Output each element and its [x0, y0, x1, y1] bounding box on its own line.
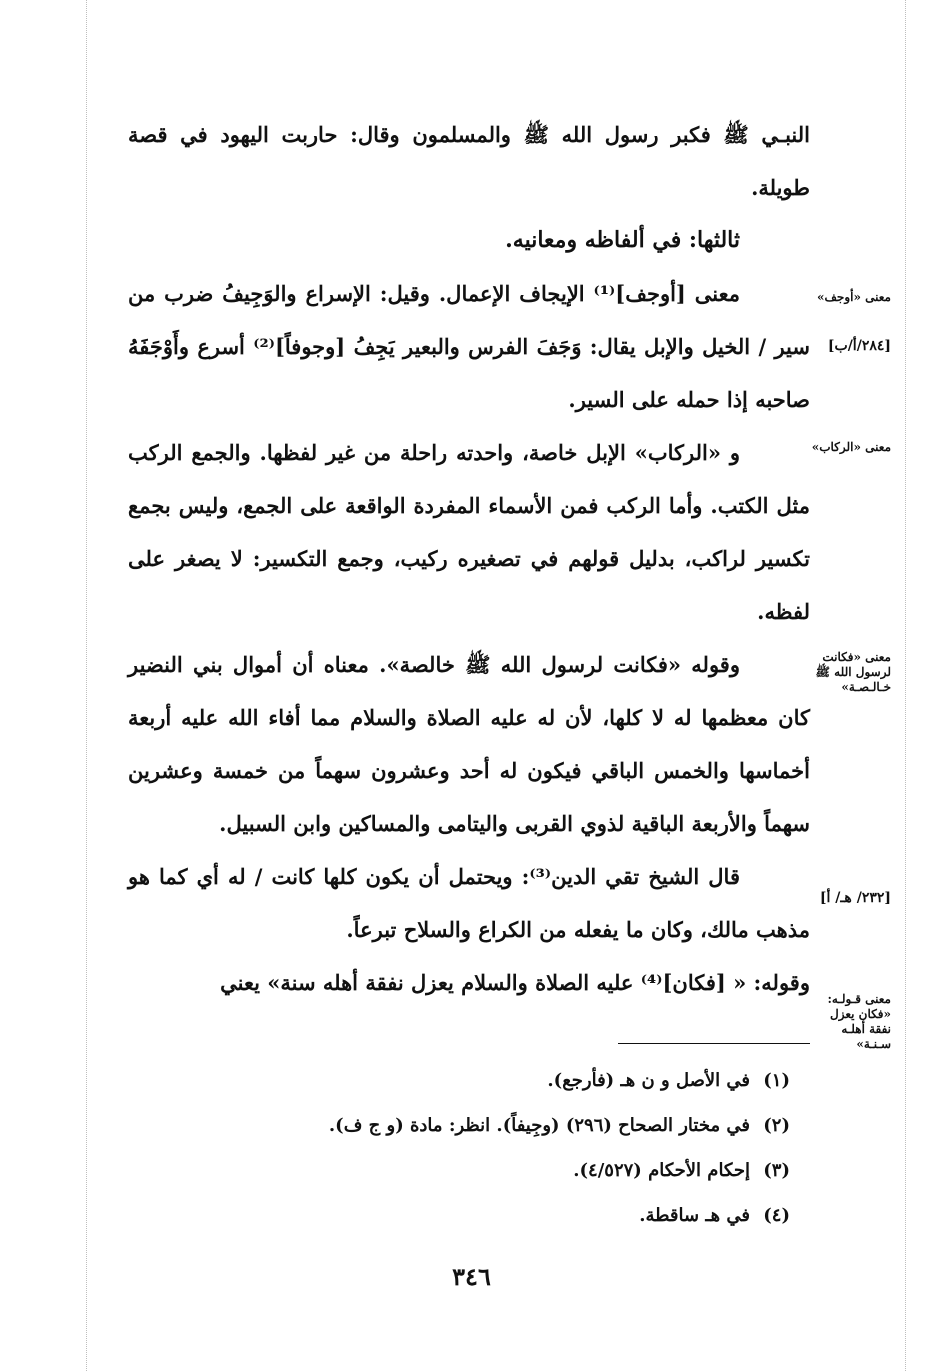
scan-guide-left [86, 0, 87, 1371]
margin-note-awjaf: معنى «أوجف» [817, 290, 891, 304]
footnote-text: إحكام الأحكام (٤/٥٢٧). [573, 1160, 750, 1181]
footnote-1 [128, 1058, 810, 1103]
manuscript-ref-284: [٢٨٤/أ/ب] [827, 338, 891, 354]
footnote-separator [618, 1043, 810, 1044]
paragraph-rikab: و «الركاب» الإبل خاصة، واحدته راحلة من غير لفظها. والجمع الركب مثل الكتب. وأما الركب فمن الأسماء المفردة الواقعة على الجمع، وليس بجمع تكسير لراكب، بدليل قولهم في تصغيره ركيب، وجمع التكسير: لا يصغر على لفظه. [128, 440, 810, 624]
paragraph-awjaf: معنى [أوجف]⁽¹⁾ الإيجاف الإعمال. وقيل: الإسراع والوَجِيفُ ضرب من سير / الخيل والإبل يقال: وَجَفَ الفرس والبعير يَجِفُ [وجوفاً]⁽²⁾ أسرع وأَوْجَفَهُ صاحبه إذا حمله على السير. [128, 281, 810, 412]
footnote-number: (١) [763, 1070, 790, 1091]
manuscript-ref-232: [٢٣٢/ هـ/ أ] [819, 890, 891, 906]
paragraph-khalisa: وقوله «فكانت لرسول الله ﷺ خالصة». معناه أن أموال بني النضير كان معظمها له لا كلها، لأن له عليه الصلاة والسلام مما أفاء الله عليه أربعة أخماسها والخمس الباقي فيكون له أحد وعشرون سهماً من خمسة وعشرين سهماً والأربعة الباقية لذوي القربى واليتامى والمساكين وابن السبيل. [128, 652, 810, 836]
footnote-text: في الأصل و ن هـ (فأرجع). [547, 1070, 750, 1091]
footnote-2 [128, 1103, 810, 1148]
margin-note-rikab: معنى «الركاب» [811, 440, 891, 454]
margin-note-khalisa: معنى «فكانت لرسول الله ﷺ خـالـصـة» [815, 650, 891, 694]
scan-guide-right [905, 0, 906, 1371]
footnote-text: في هـ ساقطة. [639, 1205, 750, 1226]
footnote-text: في مختار الصحاح (٢٩٦) (وجِيفاً). انظر: مادة (و ج ف). [328, 1115, 750, 1136]
paragraph-shaykh: قال الشيخ تقي الدين⁽³⁾: ويحتمل أن يكون كلها كانت / له أي كما هو مذهب مالك، وكان ما يفعله من الكراع والسلاح تبرعاً. [128, 864, 810, 942]
footnote-3 [128, 1148, 810, 1193]
page-number: ٣٤٦ [452, 1262, 491, 1291]
footnote-number: (٤) [763, 1205, 790, 1226]
margin-note-nafaqa: معنى قـولـه: «فكان يعزل نفقة أهلـه سـنـة» [827, 992, 891, 1051]
footnotes [128, 1058, 810, 1238]
paragraph-nafaqa: وقوله: « [فكان]⁽⁴⁾ عليه الصلاة والسلام يعزل نفقة أهله سنة» يعني [220, 970, 810, 995]
section-title: ثالثها: في ألفاظه ومعانيه. [505, 227, 740, 253]
footnote-4 [128, 1193, 810, 1238]
footnote-number: (٣) [763, 1160, 790, 1181]
footnote-number: (٢) [763, 1115, 790, 1136]
main-text [128, 108, 810, 1009]
intro-paragraph: النبـي ﷺ فكبر رسول الله ﷺ والمسلمون وقال: حاربت اليهود في قصة طويلة. [128, 122, 810, 200]
